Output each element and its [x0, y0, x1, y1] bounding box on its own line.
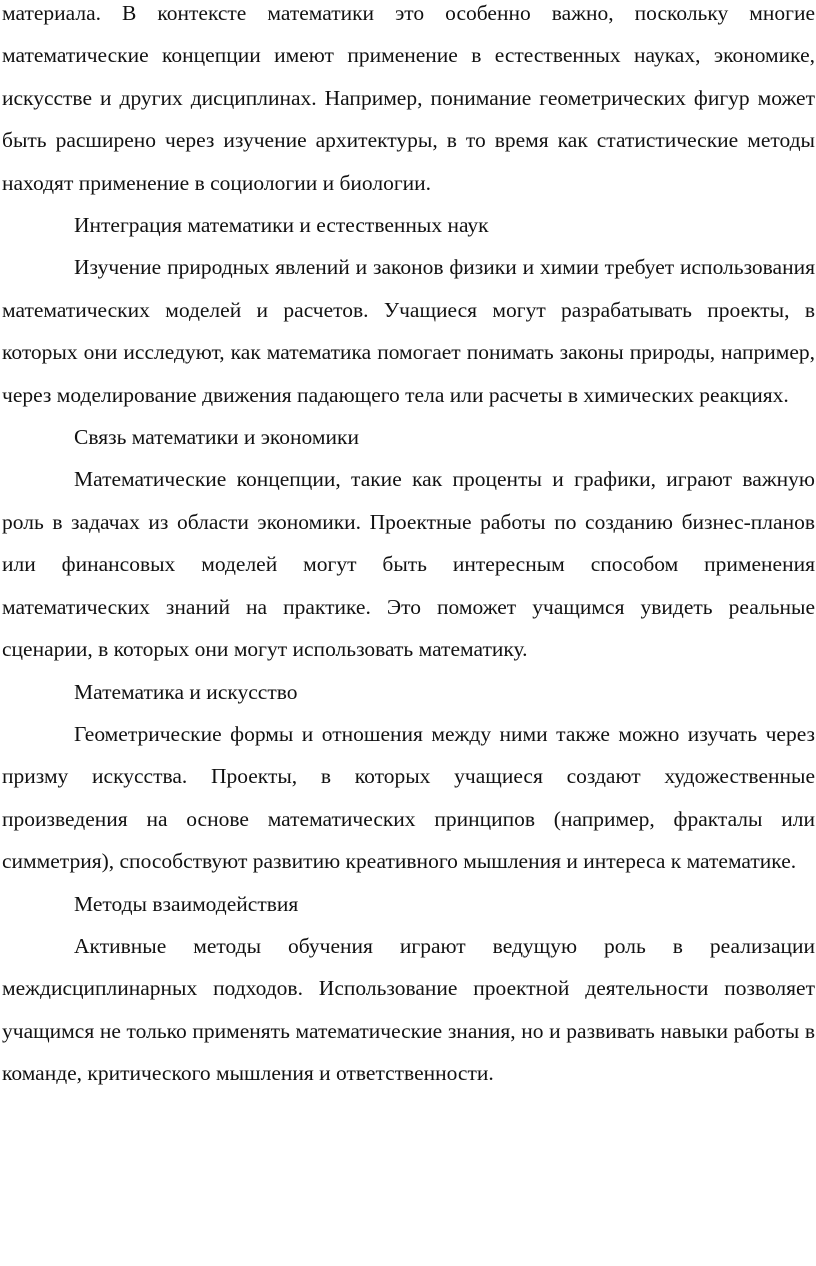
section-heading: Интеграция математики и естественных наук	[74, 213, 489, 238]
paragraph: Изучение природных явлений и законов физики и химии требует использования математических моделей и расчетов. Учащиеся могут разрабатывать проекты, в которых они исследуют, как математика помогает понимать законы природы, например, через моделирование движения падающего тела или расчеты в химических реакциях.	[2, 255, 815, 407]
section-heading: Математика и искусство	[74, 679, 298, 704]
paragraph: Математические концепции, такие как проценты и графики, играют важную роль в задачах из области экономики. Проектные работы по созданию бизнес-планов или финансовых моделей могут быть интересным способом применения математических знаний на практике. Это поможет учащимся увидеть реальные сценарии, в которых они могут использовать математику.	[2, 467, 815, 662]
paragraph: Геометрические формы и отношения между ними также можно изучать через призму искусства. Проекты, в которых учащиеся создают художественные произведения на основе математических принципов (например, фракталы или симметрия), способствуют развитию креативного мышления и интереса к математике.	[2, 721, 815, 874]
paragraph-continued: материала. В контексте математики это особенно важно, поскольку многие математические концепции имеют применение в естественных науках, экономике, искусстве и других дисциплинах. Например, понимание геометрических фигур может быть расширено через изучение архитектуры, в то время как статистические методы находят применение в социологии и биологии.	[2, 1, 815, 195]
paragraph: Активные методы обучения играют ведущую роль в реализации междисциплинарных подходов. Использование проектной деятельности позволяет учащимся не только применять математические знания, но и развивать навыки работы в команде, критического мышления и ответственности.	[2, 933, 815, 1086]
section-heading: Связь математики и экономики	[74, 425, 359, 450]
section-heading: Методы взаимодействия	[74, 891, 299, 916]
